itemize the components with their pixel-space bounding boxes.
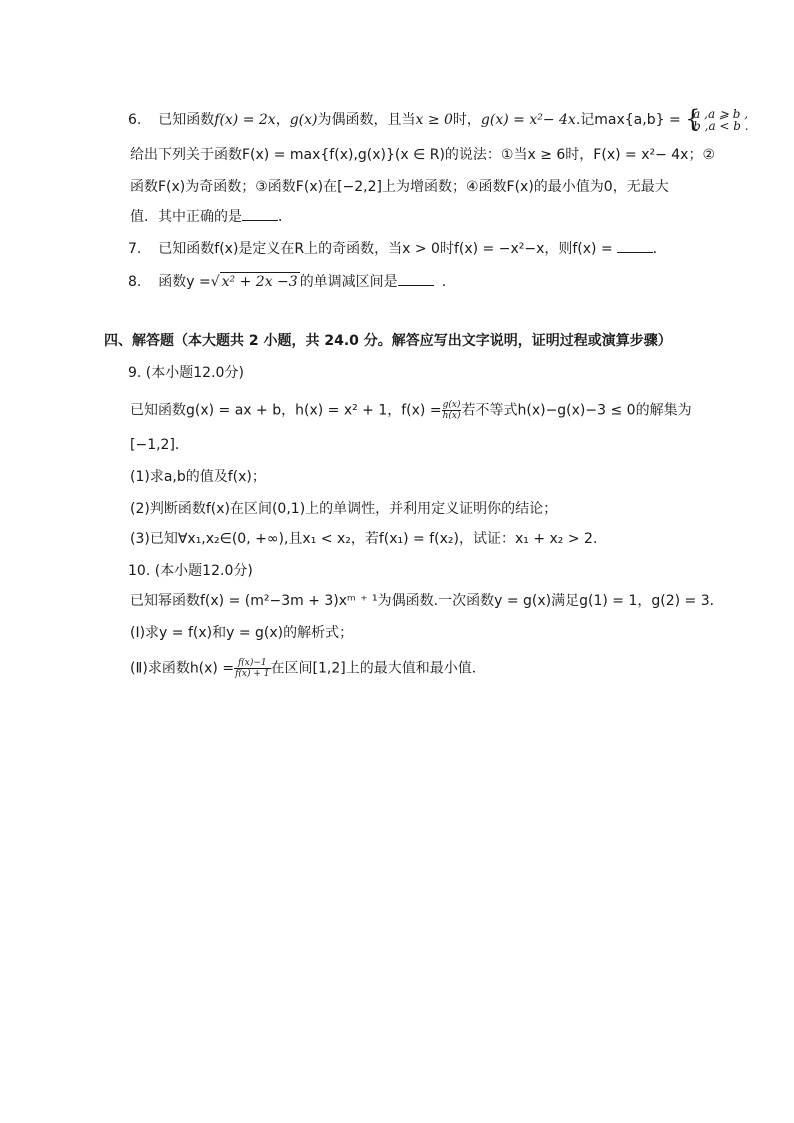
q6-gx: g(x) xyxy=(289,112,318,128)
q7-text: 已知函数f(x)是定义在R上的奇函数，当x > 0时f(x) = −x²−x，则f(x) = xyxy=(158,241,613,257)
q9-line1-a: 已知函数g(x) = ax + b，h(x) = x² + 1，f(x) = xyxy=(130,402,442,419)
q6-gx-def: g(x) = x²− 4x xyxy=(480,112,576,128)
q8-sqrt-content: x² + 2x −3 xyxy=(221,274,298,290)
q8-sqrt-sign: √ xyxy=(210,274,220,290)
q10-part1: (Ⅰ)求y = f(x)和y = g(x)的解析式； xyxy=(130,625,354,641)
q9-line1 xyxy=(130,400,692,421)
q9-fraction xyxy=(442,400,462,421)
q9-part2: (2)判断函数f(x)在区间(0,1)上的单调性，并利用定义证明你的结论； xyxy=(130,501,558,517)
q8-line xyxy=(128,272,456,291)
q9-line2: [−1,2]． xyxy=(130,437,189,453)
q10-part2 xyxy=(130,658,486,679)
q7-answer-blank[interactable] xyxy=(617,240,653,253)
q10-part2-b: 在区间[1,2]上的最大值和最小值． xyxy=(270,660,486,677)
q6-line2: 给出下列关于函数F(x) = max{f(x),g(x)}(x ∈ R)的说法：①当x ≥ 6时，F(x) = x²− 4x；② xyxy=(130,147,716,163)
q6-line4-text: 值．其中正确的是 xyxy=(130,209,242,225)
q7-line xyxy=(128,240,667,258)
q6-text-a: 已知函数 xyxy=(158,112,215,128)
q6-line4-end: ． xyxy=(278,209,292,225)
q6-brace-top: { a ,a ⩾ b , xyxy=(693,107,749,121)
q6-text-g: 时， xyxy=(452,112,481,128)
q8-post: 的单调减区间是 xyxy=(299,274,398,290)
q8-number: 8. xyxy=(128,274,142,290)
q9-part1: (1)求a,b的值及f(x)； xyxy=(130,469,266,485)
q8-answer-blank[interactable] xyxy=(398,273,434,286)
q6-max-def: .记max{a,b} = xyxy=(575,112,681,128)
q6-line1 xyxy=(128,108,749,132)
q10-line1: 已知幂函数f(x) = (m²−3m + 3)xᵐ ⁺ ¹为偶函数.一次函数y = g(x)满足g(1) = 1，g(2) = 3． xyxy=(130,593,724,609)
q6-line4 xyxy=(130,208,292,226)
q10-part2-a: (Ⅱ)求函数h(x) = xyxy=(130,660,235,677)
q10-frac-num: f(x)−1 xyxy=(234,658,270,669)
q6-number: 6. xyxy=(128,112,142,128)
q8-pre: 函数y = xyxy=(158,274,211,290)
q9-part3: (3)已知∀x₁,x₂∈(0, +∞),且x₁ < x₂，若f(x₁) = f(x₂)，试证：x₁ + x₂ > 2． xyxy=(130,531,607,547)
q10-header: 10. (本小题12.0分) xyxy=(128,563,253,579)
q6-brace-bottom: b ,a < b . xyxy=(693,119,749,133)
q6-text-c: ， xyxy=(275,112,290,128)
q9-frac-num: g(x) xyxy=(442,400,461,410)
q9-line1-b: 若不等式h(x)−g(x)−3 ≤ 0的解集为 xyxy=(461,402,692,419)
q6-cond: x ≥ 0 xyxy=(415,112,453,128)
q8-end: ． xyxy=(441,274,456,290)
q10-frac-den: f(x) + 1 xyxy=(235,669,270,679)
q9-header: 9. (本小题12.0分) xyxy=(128,365,244,381)
q6-fx: f(x) = 2x xyxy=(214,112,276,128)
q6-line3: 函数F(x)为奇函数；③函数F(x)在[−2,2]上为增函数；④函数F(x)的最小值为0，无最大 xyxy=(130,179,669,195)
q7-number: 7. xyxy=(128,241,142,257)
q7-end: ． xyxy=(652,241,667,257)
q6-piecewise-brace xyxy=(685,108,748,132)
q10-fraction xyxy=(234,658,270,679)
q9-frac-den: h(x) xyxy=(442,411,461,421)
section-4-title: 四、解答题（本大题共 2 小题，共 24.0 分。解答应写出文字说明，证明过程或演算步骤） xyxy=(104,333,672,349)
q6-answer-blank[interactable] xyxy=(242,208,278,221)
q6-text-e: 为偶函数，且当 xyxy=(317,112,416,128)
